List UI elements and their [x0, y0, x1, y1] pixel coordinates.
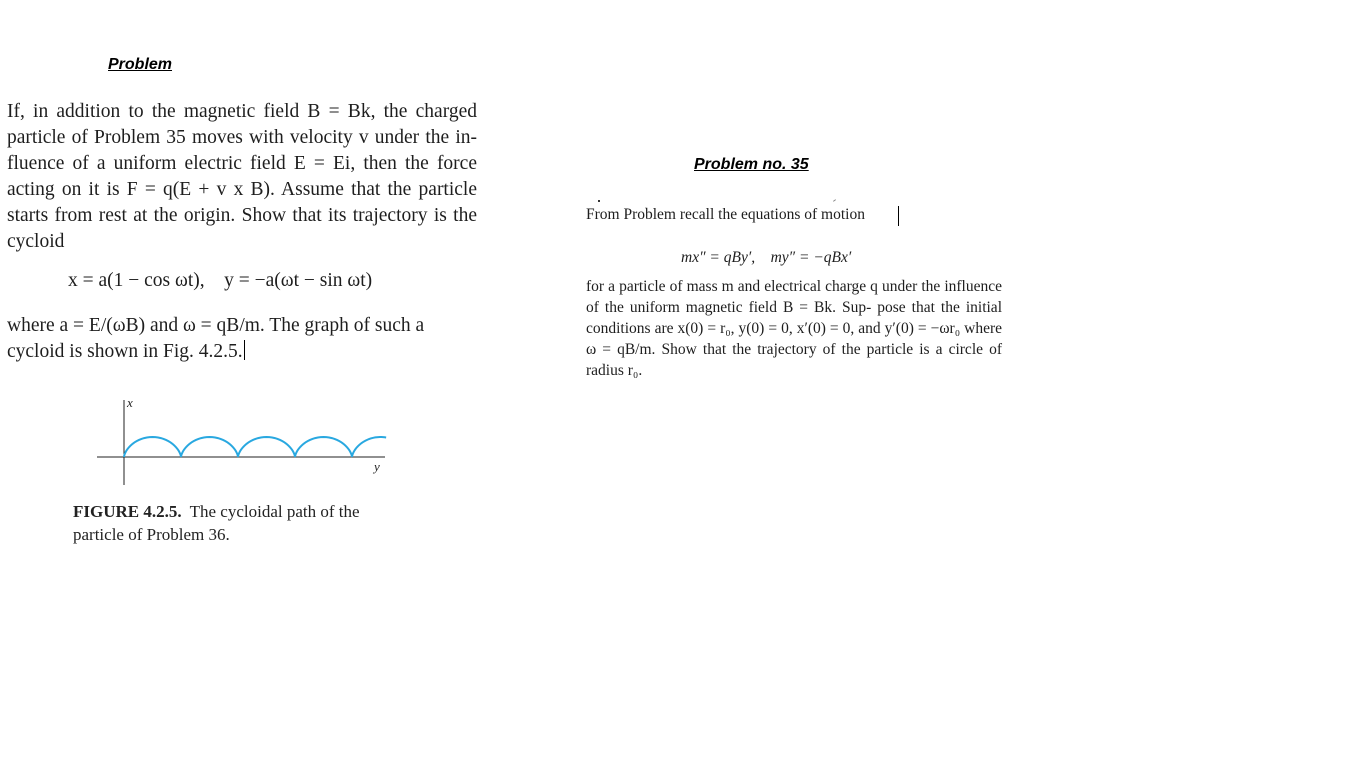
problem-paragraph-2-text: where a = E/(ωB) and ω = qB/m. The graph of such a cycloid is shown in Fig. 4.2.5. — [7, 315, 425, 362]
text-cursor — [898, 206, 899, 226]
problem-heading: Problem — [108, 56, 173, 73]
stray-mark — [598, 200, 600, 202]
y-axis-label: y — [374, 459, 380, 474]
cycloid-arch — [352, 437, 386, 457]
equations-of-motion: mx″ = qBy′, my″ = −qBx′ — [681, 249, 852, 266]
problem-paragraph: If, in addition to the magnetic field B = Bk, the charged particle of Problem 35 moves with velocity v under the in- fluence of a uniform electric field E = Ei, then the force acting on it is F = q(E + v x B). Assume that the particle starts from rest at the origin. Show that its trajectory is the cycloid — [7, 101, 477, 252]
text-cursor — [244, 340, 245, 360]
cycloid-curve — [124, 437, 386, 457]
cycloid-figure — [95, 395, 395, 490]
figure-caption-label: FIGURE 4.2.5. — [73, 502, 182, 521]
figure-caption — [73, 500, 393, 546]
figure-caption-text: The cycloidal path of the particle of Problem 36. — [73, 502, 360, 544]
cycloid-arch — [181, 437, 238, 457]
problem-35-heading: Problem no. 35 — [694, 156, 809, 173]
problem-statement — [7, 99, 477, 255]
cycloid-arch — [295, 437, 352, 457]
problem-35-intro: From Problem recall the equations of motion — [586, 206, 865, 223]
x-axis-label: x — [127, 395, 133, 410]
problem-35-paragraph: for a particle of mass m and electrical charge q under the influence of the uniform magnetic field B = Bk. Sup- pose that the initial conditions are x(0) = r₀, y(0) = 0, x′(0) = 0, and y′(0) = −ωr₀ where ω = qB/m. Show that the trajectory of the particle is a circle of radius r₀. — [586, 278, 1002, 379]
cycloid-arch — [238, 437, 295, 457]
cycloid-arch — [124, 437, 181, 457]
stray-mark — [833, 199, 836, 202]
problem-paragraph-2 — [7, 313, 477, 365]
cycloid-equation: x = a(1 − cos ωt), y = −a(ωt − sin ωt) — [68, 270, 373, 291]
